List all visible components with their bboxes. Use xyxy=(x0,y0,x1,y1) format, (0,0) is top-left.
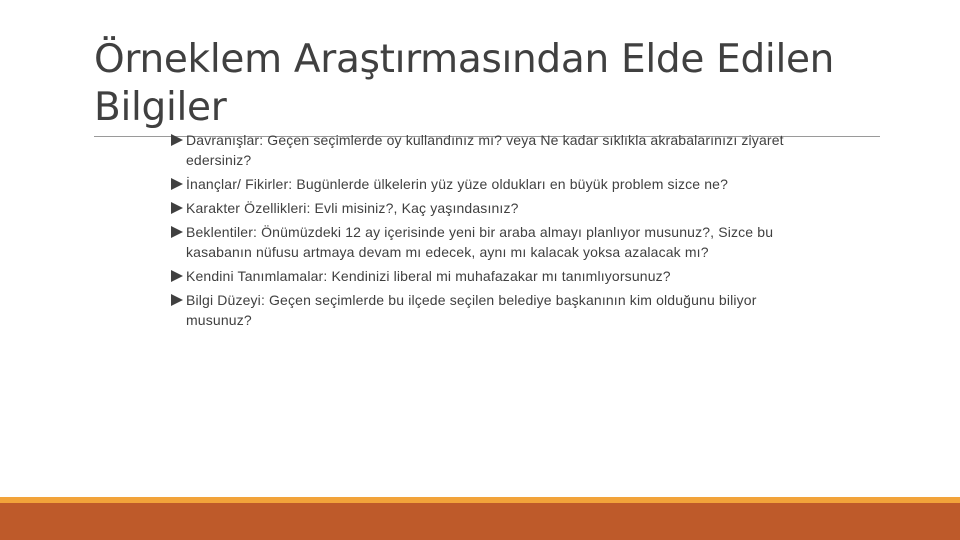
bullet-item xyxy=(171,198,821,218)
footer-bar xyxy=(0,503,960,540)
arrow-icon xyxy=(171,270,183,282)
bullet-item xyxy=(171,290,821,330)
bullet-text: Karakter Özellikleri: Evli misiniz?, Kaç yaşındasınız? xyxy=(186,200,519,216)
bullet-item xyxy=(171,130,821,170)
bullet-item xyxy=(171,266,821,286)
bullet-list xyxy=(171,130,821,330)
arrow-icon xyxy=(171,226,183,238)
arrow-icon xyxy=(171,178,183,190)
arrow-icon xyxy=(171,294,183,306)
bullet-item xyxy=(171,222,821,262)
bullet-text: Kendini Tanımlamalar: Kendinizi liberal mi muhafazakar mı tanımlıyorsunuz? xyxy=(186,268,671,284)
arrow-icon xyxy=(171,134,183,146)
bullet-text: Davranışlar: Geçen seçimlerde oy kullandınız mı? veya Ne kadar sıklıkla akrabalarınızı ziyaret edersiniz? xyxy=(186,132,784,168)
bullet-item xyxy=(171,174,821,194)
arrow-icon xyxy=(171,202,183,214)
bullet-text: İnançlar/ Fikirler: Bugünlerde ülkelerin yüz yüze oldukları en büyük problem sizce ne? xyxy=(186,176,729,192)
bullet-text: Bilgi Düzeyi: Geçen seçimlerde bu ilçede seçilen belediye başkanının kim olduğunu biliyor musunuz? xyxy=(186,292,757,328)
bullet-text: Beklentiler: Önümüzdeki 12 ay içerisinde yeni bir araba almayı planlıyor musunuz?, Sizce bu kasabanın nüfusu artmaya devam mı edecek, aynı mı kalacak yoksa azalacak mı? xyxy=(186,224,774,260)
slide-title: Örneklem Araştırmasından Elde Edilen Bilgiler xyxy=(94,37,835,130)
